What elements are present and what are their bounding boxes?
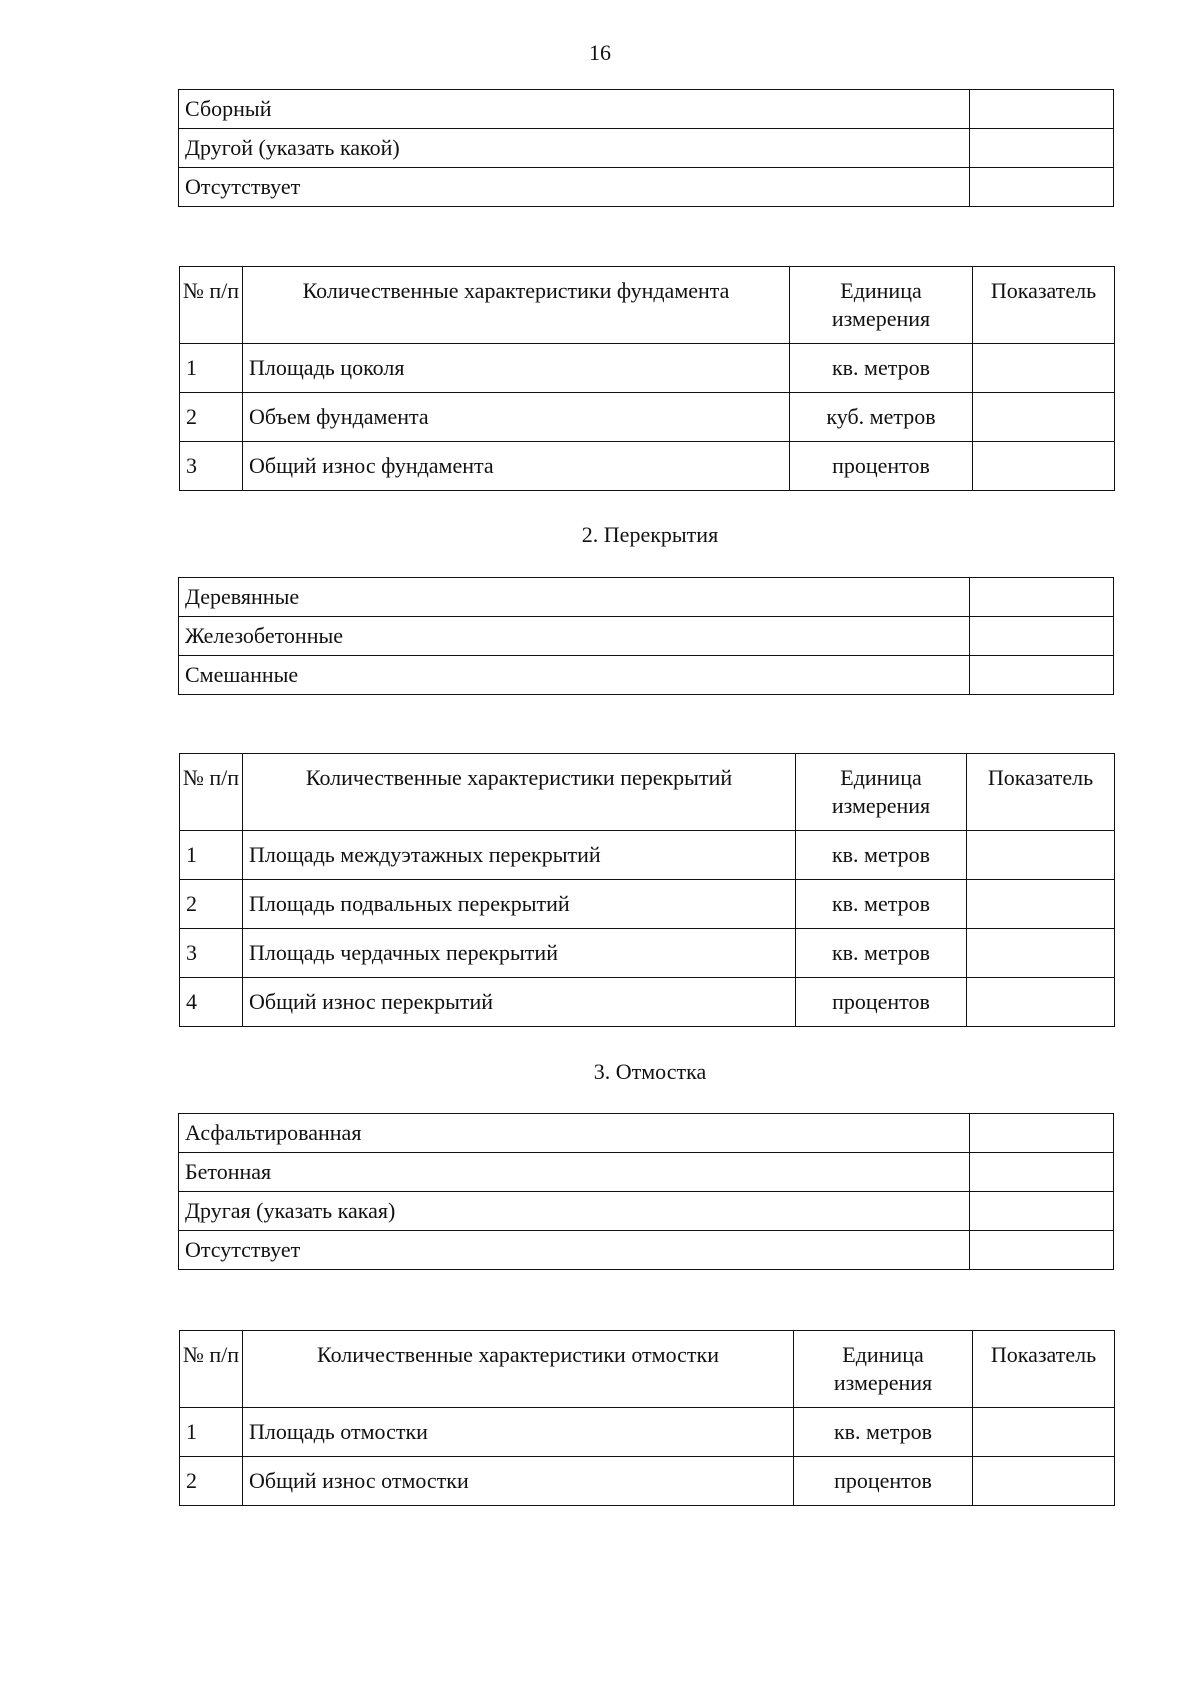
- option-label: Другой (указать какой): [179, 129, 970, 168]
- row-name: Общий износ перекрытий: [243, 978, 796, 1027]
- table-row: [180, 978, 1115, 1027]
- row-value-cell[interactable]: [973, 1457, 1115, 1506]
- table-row: [179, 1231, 1114, 1270]
- row-value-cell[interactable]: [973, 1408, 1115, 1457]
- table-row: [180, 831, 1115, 880]
- option-label: Асфальтированная: [179, 1114, 970, 1153]
- header-unit: Единица измерения: [796, 754, 967, 831]
- row-value-cell[interactable]: [973, 344, 1115, 393]
- row-unit: процентов: [794, 1457, 973, 1506]
- option-label: Сборный: [179, 90, 970, 129]
- header-name: Количественные характеристики фундамента: [243, 267, 790, 344]
- row-name: Площадь чердачных перекрытий: [243, 929, 796, 978]
- row-num: 3: [180, 442, 243, 491]
- row-value-cell[interactable]: [967, 880, 1115, 929]
- table-row: [180, 1457, 1115, 1506]
- row-num: 1: [180, 344, 243, 393]
- row-name: Площадь отмостки: [243, 1408, 794, 1457]
- foundation-types-table: [178, 89, 1114, 207]
- table-row: [179, 168, 1114, 207]
- header-value: Показатель: [973, 1331, 1115, 1408]
- header-value: Показатель: [973, 267, 1115, 344]
- row-value-cell[interactable]: [973, 393, 1115, 442]
- row-num: 2: [180, 393, 243, 442]
- header-num: № п/п: [180, 1331, 243, 1408]
- option-value-cell[interactable]: [970, 656, 1114, 695]
- row-unit: кв. метров: [796, 831, 967, 880]
- row-value-cell[interactable]: [967, 929, 1115, 978]
- row-name: Общий износ фундамента: [243, 442, 790, 491]
- option-value-cell[interactable]: [970, 1114, 1114, 1153]
- blind-area-quant-table: [179, 1330, 1115, 1506]
- row-name: Площадь подвальных перекрытий: [243, 880, 796, 929]
- section-title-floors: 2. Перекрытия: [581, 522, 719, 547]
- header-name: Количественные характеристики перекрытий: [243, 754, 796, 831]
- row-unit: кв. метров: [790, 344, 973, 393]
- table-header-row: [180, 267, 1115, 344]
- option-label: Деревянные: [179, 578, 970, 617]
- header-name: Количественные характеристики отмостки: [243, 1331, 794, 1408]
- row-value-cell[interactable]: [967, 831, 1115, 880]
- table-row: [180, 393, 1115, 442]
- option-label: Бетонная: [179, 1153, 970, 1192]
- page-number: 16: [589, 40, 611, 65]
- header-unit: Единица измерения: [790, 267, 973, 344]
- table-row: [180, 880, 1115, 929]
- row-unit: кв. метров: [794, 1408, 973, 1457]
- row-num: 2: [180, 1457, 243, 1506]
- row-num: 4: [180, 978, 243, 1027]
- option-value-cell[interactable]: [970, 168, 1114, 207]
- option-label: Железобетонные: [179, 617, 970, 656]
- row-num: 2: [180, 880, 243, 929]
- table-row: [179, 1114, 1114, 1153]
- row-value-cell[interactable]: [967, 978, 1115, 1027]
- header-num: № п/п: [180, 754, 243, 831]
- header-unit: Единица измерения: [794, 1331, 973, 1408]
- option-value-cell[interactable]: [970, 1231, 1114, 1270]
- row-num: 1: [180, 1408, 243, 1457]
- table-header-row: [180, 754, 1115, 831]
- option-label: Отсутствует: [179, 168, 970, 207]
- header-value: Показатель: [967, 754, 1115, 831]
- table-row: [179, 578, 1114, 617]
- floor-quant-table: [179, 753, 1115, 1027]
- table-row: [180, 1408, 1115, 1457]
- option-label: Отсутствует: [179, 1231, 970, 1270]
- row-unit: процентов: [796, 978, 967, 1027]
- table-row: [179, 90, 1114, 129]
- option-value-cell[interactable]: [970, 617, 1114, 656]
- row-num: 3: [180, 929, 243, 978]
- row-unit: процентов: [790, 442, 973, 491]
- option-value-cell[interactable]: [970, 1153, 1114, 1192]
- row-value-cell[interactable]: [973, 442, 1115, 491]
- table-row: [179, 1153, 1114, 1192]
- row-name: Площадь цоколя: [243, 344, 790, 393]
- option-value-cell[interactable]: [970, 129, 1114, 168]
- option-value-cell[interactable]: [970, 1192, 1114, 1231]
- section-title-blind-area: 3. Отмостка: [593, 1059, 707, 1084]
- option-value-cell[interactable]: [970, 90, 1114, 129]
- table-row: [179, 1192, 1114, 1231]
- foundation-quant-table: [179, 266, 1115, 491]
- row-unit: куб. метров: [790, 393, 973, 442]
- table-row: [180, 442, 1115, 491]
- floor-types-table: [178, 577, 1114, 695]
- row-unit: кв. метров: [796, 929, 967, 978]
- header-num: № п/п: [180, 267, 243, 344]
- table-header-row: [180, 1331, 1115, 1408]
- option-label: Другая (указать какая): [179, 1192, 970, 1231]
- table-row: [180, 929, 1115, 978]
- blind-area-types-table: [178, 1113, 1114, 1270]
- row-num: 1: [180, 831, 243, 880]
- table-row: [179, 617, 1114, 656]
- row-name: Общий износ отмостки: [243, 1457, 794, 1506]
- option-label: Смешанные: [179, 656, 970, 695]
- row-name: Площадь междуэтажных перекрытий: [243, 831, 796, 880]
- table-row: [179, 129, 1114, 168]
- row-name: Объем фундамента: [243, 393, 790, 442]
- table-row: [179, 656, 1114, 695]
- table-row: [180, 344, 1115, 393]
- row-unit: кв. метров: [796, 880, 967, 929]
- option-value-cell[interactable]: [970, 578, 1114, 617]
